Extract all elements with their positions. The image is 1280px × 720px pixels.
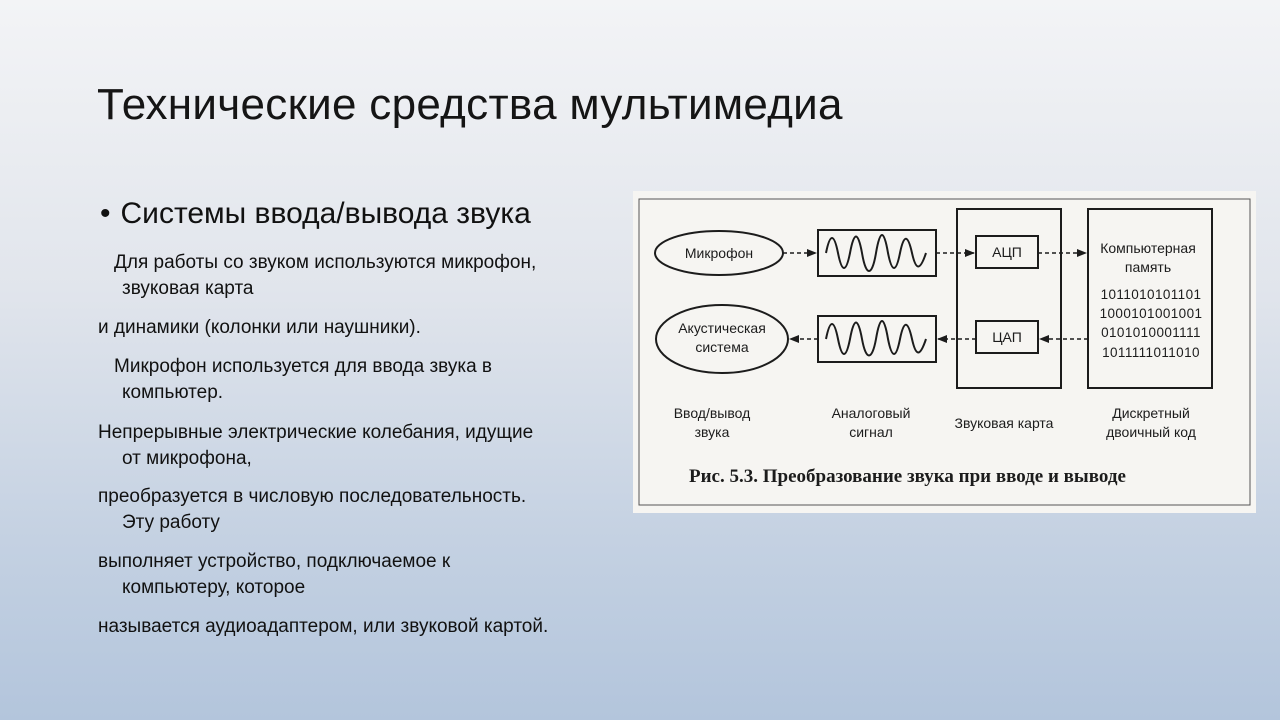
bullet-marker: • (100, 197, 111, 230)
paragraph-6-line-1: выполняет устройство, подключаемое к (98, 551, 451, 572)
dac-label: ЦАП (992, 329, 1022, 345)
label-analog-line-2: сигнал (849, 424, 893, 440)
figure-caption: Рис. 5.3. Преобразование звука при вводе и выводе (689, 466, 1126, 487)
paragraph-3-line-2: компьютер. (122, 382, 224, 403)
binary-row-1: 1011010101101 (1100, 287, 1202, 302)
paragraph-6 (98, 549, 450, 601)
paragraph-2-line-1: и динамики (колонки или наушники). (98, 317, 421, 338)
paragraph-6-line-2: компьютеру, которое (122, 577, 306, 598)
memory-label-line-1: Компьютерная (1100, 240, 1196, 256)
paragraph-5 (98, 484, 526, 536)
bullet-heading-text: Системы ввода/вывода звука (120, 197, 531, 230)
paragraph-1-line-2: звуковая карта (122, 278, 254, 299)
paragraph-5-line-2: Эту работу (122, 512, 220, 533)
memory-label-line-2: память (1124, 259, 1172, 275)
paragraph-2 (98, 315, 421, 341)
paragraph-5-line-1: преобразуется в числовую последовательность. (98, 486, 527, 507)
paragraph-3-line-1: Микрофон используется для ввода звука в (114, 356, 493, 377)
paragraph-3 (114, 354, 492, 406)
microphone-label: Микрофон (684, 245, 754, 261)
speakers-label-line-2: система (695, 339, 749, 355)
label-analog-line-1: Аналоговый (831, 405, 911, 421)
label-sound-card: Звуковая карта (954, 415, 1054, 431)
adc-label: АЦП (992, 244, 1022, 260)
bullet-heading (100, 197, 531, 231)
binary-row-4: 1011111011010 (1102, 345, 1200, 360)
paragraph-7 (98, 614, 548, 640)
label-digital-line-1: Дискретный (1112, 405, 1190, 421)
paragraph-7-line-1: называется аудиоадаптером, или звуковой картой. (98, 616, 549, 637)
paragraph-4-line-1: Непрерывные электрические колебания, идущие (98, 422, 534, 443)
label-digital-line-2: двоичный код (1106, 424, 1196, 440)
speakers-label-line-1: Акустическая (678, 320, 766, 336)
paragraph-4 (98, 420, 533, 472)
binary-row-3: 0101010001111 (1101, 325, 1201, 340)
waveform-output (826, 321, 926, 356)
waveform-input (826, 235, 926, 271)
paragraph-1-line-1: Для работы со звуком используются микрофон, (114, 252, 537, 273)
sound-conversion-diagram (633, 191, 1256, 513)
slide-title: Технические средства мультимедиа (97, 80, 843, 129)
label-io-line-2: звука (694, 424, 730, 440)
sound-conversion-figure (633, 191, 1256, 513)
label-io-line-1: Ввод/вывод (673, 405, 751, 421)
paragraph-4-line-2: от микрофона, (122, 448, 252, 469)
paragraph-1 (114, 250, 536, 302)
binary-row-2: 1000101001001 (1099, 306, 1203, 321)
